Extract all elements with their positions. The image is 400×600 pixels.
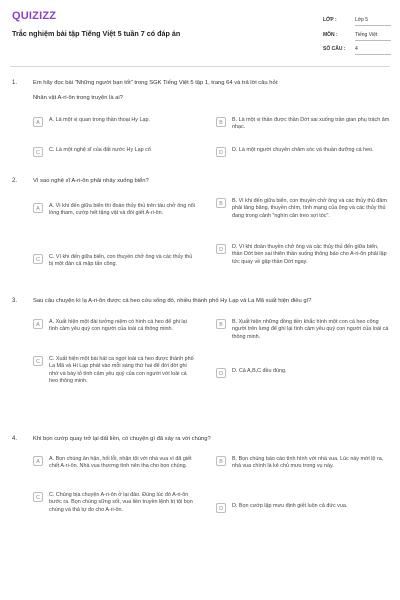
- question-number: 3.: [12, 298, 18, 304]
- quizizz-logo: QUIZIZZ: [12, 10, 57, 22]
- option-text: A. Bọn chúng ân hận, hối lỗi, nhận tội với nhà vua vì đã giết chết A-ri-ôn. Nhà vua thương tình nên tha cho bọn chúng.: [49, 456, 192, 470]
- meta-subject-label: MÔN :: [323, 32, 338, 38]
- option-text: D. Vì khi đoàn thuyền chở ông và các thủy thủ đến giữa biển, thần Dớt bèn sai thiên thần xuống thông báo cho A-ri-ôn phải lập tức quay về gặp thần Dớt ngay.: [232, 244, 387, 265]
- meta-subject-value: Tiếng Việt: [355, 32, 378, 38]
- header-divider: [10, 66, 390, 67]
- option-letter-box[interactable]: D: [216, 503, 226, 513]
- option-letter-box[interactable]: C: [33, 147, 43, 157]
- option-text: C. Là một nghệ sĩ của đất nước Hy Lạp cổ: [49, 147, 151, 153]
- meta-grade-value: Lớp 5: [355, 17, 369, 23]
- question-text: Sau câu chuyện kì lạ A-ri-ôn được cá heo cứu sống đó, nhiều thành phố Hy Lạp và La Mã xuất hiện điều gì?: [33, 298, 312, 304]
- option-letter-box[interactable]: C: [33, 356, 43, 366]
- option-letter-box[interactable]: A: [33, 203, 43, 213]
- option-text: C. Xuất hiện một bài hát ca ngợi loài cá heo được thành phố La Mã và Hi Lạp phát vào mỗi sáng thứ hai để đời đời ghi nhớ và bày tỏ tình cảm yêu quý của con người với loài cá heo thông minh.: [49, 356, 194, 384]
- option-letter-box[interactable]: B: [216, 319, 226, 329]
- question-number: 2.: [12, 178, 18, 184]
- question-text: Vì sao nghệ sĩ A-ri-ôn phải nhảy xuống biển?: [33, 178, 149, 184]
- worksheet-title: Trắc nghiệm bài tập Tiếng Việt 5 tuần 7 có đáp án: [12, 29, 181, 38]
- option-text: D. Cả A,B,C đều đúng.: [232, 368, 287, 374]
- option-text: A. Là một vị quan trong thần thoại Hy Lạp.: [49, 117, 150, 123]
- option-letter-box[interactable]: B: [216, 198, 226, 208]
- option-letter-box[interactable]: D: [216, 244, 226, 254]
- option-text: D. Là một người chuyên chăm sóc và thuần dưỡng cá heo.: [232, 147, 374, 153]
- question-text: Em hãy đọc bài "Những người bạn tốt" trong SGK Tiếng Việt 5 tập 1, trang 64 và trả lời câu hỏi:: [33, 80, 279, 86]
- option-text: B. Xuất hiện những đồng tiền khắc hình một con cá heo cõng người trên lưng để ghi lại tình cảm yêu quý con người của loài cá thông minh.: [232, 319, 389, 340]
- option-letter-box[interactable]: A: [33, 319, 43, 329]
- question-subtext: Nhân vật A-ri-ôn trong truyện là ai?: [33, 95, 123, 101]
- option-letter-box[interactable]: B: [216, 456, 226, 466]
- option-letter-box[interactable]: B: [216, 117, 226, 127]
- question-number: 1.: [12, 80, 18, 86]
- option-text: A. Xuất hiện một đài tưởng niệm có hình cá heo để ghi lại tình cảm yêu quý con người của loài cá thông minh.: [49, 319, 187, 333]
- option-text: A. Vì khi đến giữa biển thì đoàn thủy thủ trên tàu chở ông nổi lòng tham, cướp hết tặng vật và đòi giết A-ri-ôn.: [49, 203, 195, 217]
- option-letter-box[interactable]: A: [33, 456, 43, 466]
- option-letter-box[interactable]: D: [216, 147, 226, 157]
- question-text: Khi bọn cướp quay trở lại đất liền, có chuyện gì đã xảy ra với chúng?: [33, 436, 211, 442]
- option-text: D. Bọn cướp lập mưu định giết luôn cả đức vua.: [232, 503, 348, 509]
- option-text: C. Vì khi đến giữa biển, con thuyền chở ông và các thủy thủ bị một đàn cá mập tấn công.: [49, 254, 193, 268]
- option-letter-box[interactable]: D: [216, 368, 226, 378]
- meta-count-label: SỐ CÂU :: [323, 46, 346, 52]
- question-number: 4.: [12, 436, 18, 442]
- option-text: B. Là một vị thần được thần Dớt sai xuống trần gian phụ trách âm nhạc.: [232, 117, 390, 131]
- option-text: B. Vì khi đến giữa biển, con thuyền chở ông và các thủy thủ đâm phải tảng băng, thuyền chìm, tính mạng của ông và các thủy thủ đang trong cảnh "nghìn cân treo sợi tóc".: [232, 198, 387, 219]
- option-text: C. Chúng bịa chuyện A-ri-ôn ở lại đảo. Đúng lúc đó A-ri-ôn bước ra. Bọn chúng sững sốt, vua liền truyền lệnh trị tội bọn chúng và thả tự do cho A-ri-ôn.: [49, 492, 193, 513]
- option-text: B. Bọn chúng báo cáo tình hình với nhà vua. Lúc này mới lộ ra, nhà vua chính là kẻ chủ mưu trong vụ này.: [232, 456, 384, 470]
- option-letter-box[interactable]: C: [33, 254, 43, 264]
- meta-grade-label: LỚP :: [323, 17, 337, 23]
- option-letter-box[interactable]: C: [33, 492, 43, 502]
- meta-count-value: 4: [355, 46, 358, 52]
- option-letter-box[interactable]: A: [33, 117, 43, 127]
